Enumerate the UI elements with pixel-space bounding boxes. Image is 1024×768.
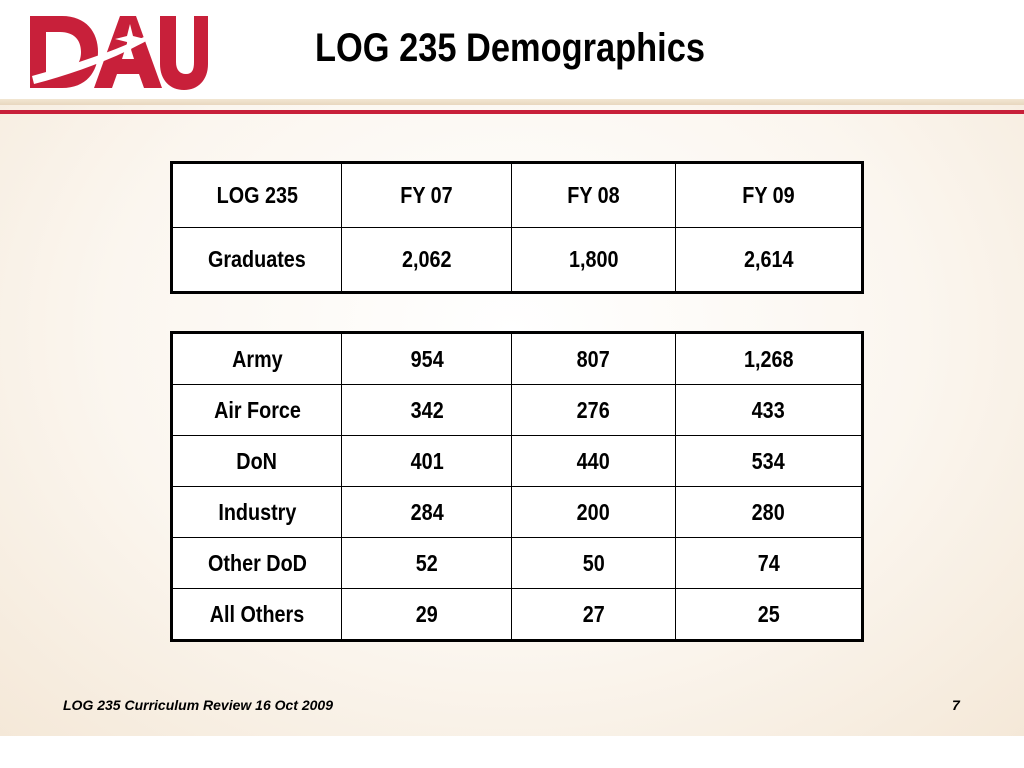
- header-cell: LOG 235: [172, 163, 342, 228]
- table-row: [172, 589, 863, 641]
- slide-header: [0, 0, 1024, 100]
- value-cell: 1,800: [512, 228, 675, 293]
- value-cell: 276: [512, 385, 675, 436]
- row-label-cell: Air Force: [172, 385, 342, 436]
- value-cell: 1,268: [675, 333, 862, 385]
- value-cell: 2,062: [342, 228, 512, 293]
- dau-logo: [28, 14, 208, 90]
- breakdown-table: [170, 331, 864, 642]
- row-label-cell: Army: [172, 333, 342, 385]
- table-row: [172, 487, 863, 538]
- header-cell: FY 09: [675, 163, 862, 228]
- page-number: 7: [952, 697, 960, 713]
- header-divider-tan: [0, 99, 1024, 105]
- row-label-cell: Graduates: [172, 228, 342, 293]
- table-row: [172, 228, 863, 293]
- row-label-cell: Industry: [172, 487, 342, 538]
- value-cell: 433: [675, 385, 862, 436]
- footer-text: LOG 235 Curriculum Review 16 Oct 2009: [63, 697, 334, 713]
- value-cell: 52: [342, 538, 512, 589]
- graduates-table: [170, 161, 864, 294]
- value-cell: 534: [675, 436, 862, 487]
- value-cell: 2,614: [675, 228, 862, 293]
- row-label-cell: Other DoD: [172, 538, 342, 589]
- value-cell: 401: [342, 436, 512, 487]
- page-title: LOG 235 Demographics: [314, 26, 705, 70]
- row-label-cell: DoN: [172, 436, 342, 487]
- table-header-row: [172, 163, 863, 228]
- value-cell: 200: [512, 487, 675, 538]
- value-cell: 954: [342, 333, 512, 385]
- value-cell: 27: [512, 589, 675, 641]
- table-row: [172, 333, 863, 385]
- value-cell: 342: [342, 385, 512, 436]
- value-cell: 807: [512, 333, 675, 385]
- value-cell: 50: [512, 538, 675, 589]
- value-cell: 284: [342, 487, 512, 538]
- value-cell: 74: [675, 538, 862, 589]
- value-cell: 440: [512, 436, 675, 487]
- value-cell: 29: [342, 589, 512, 641]
- header-cell: FY 07: [342, 163, 512, 228]
- table-row: [172, 538, 863, 589]
- value-cell: 280: [675, 487, 862, 538]
- header-divider-red: [0, 110, 1024, 114]
- value-cell: 25: [675, 589, 862, 641]
- table-row: [172, 385, 863, 436]
- row-label-cell: All Others: [172, 589, 342, 641]
- header-cell: FY 08: [512, 163, 675, 228]
- table-row: [172, 436, 863, 487]
